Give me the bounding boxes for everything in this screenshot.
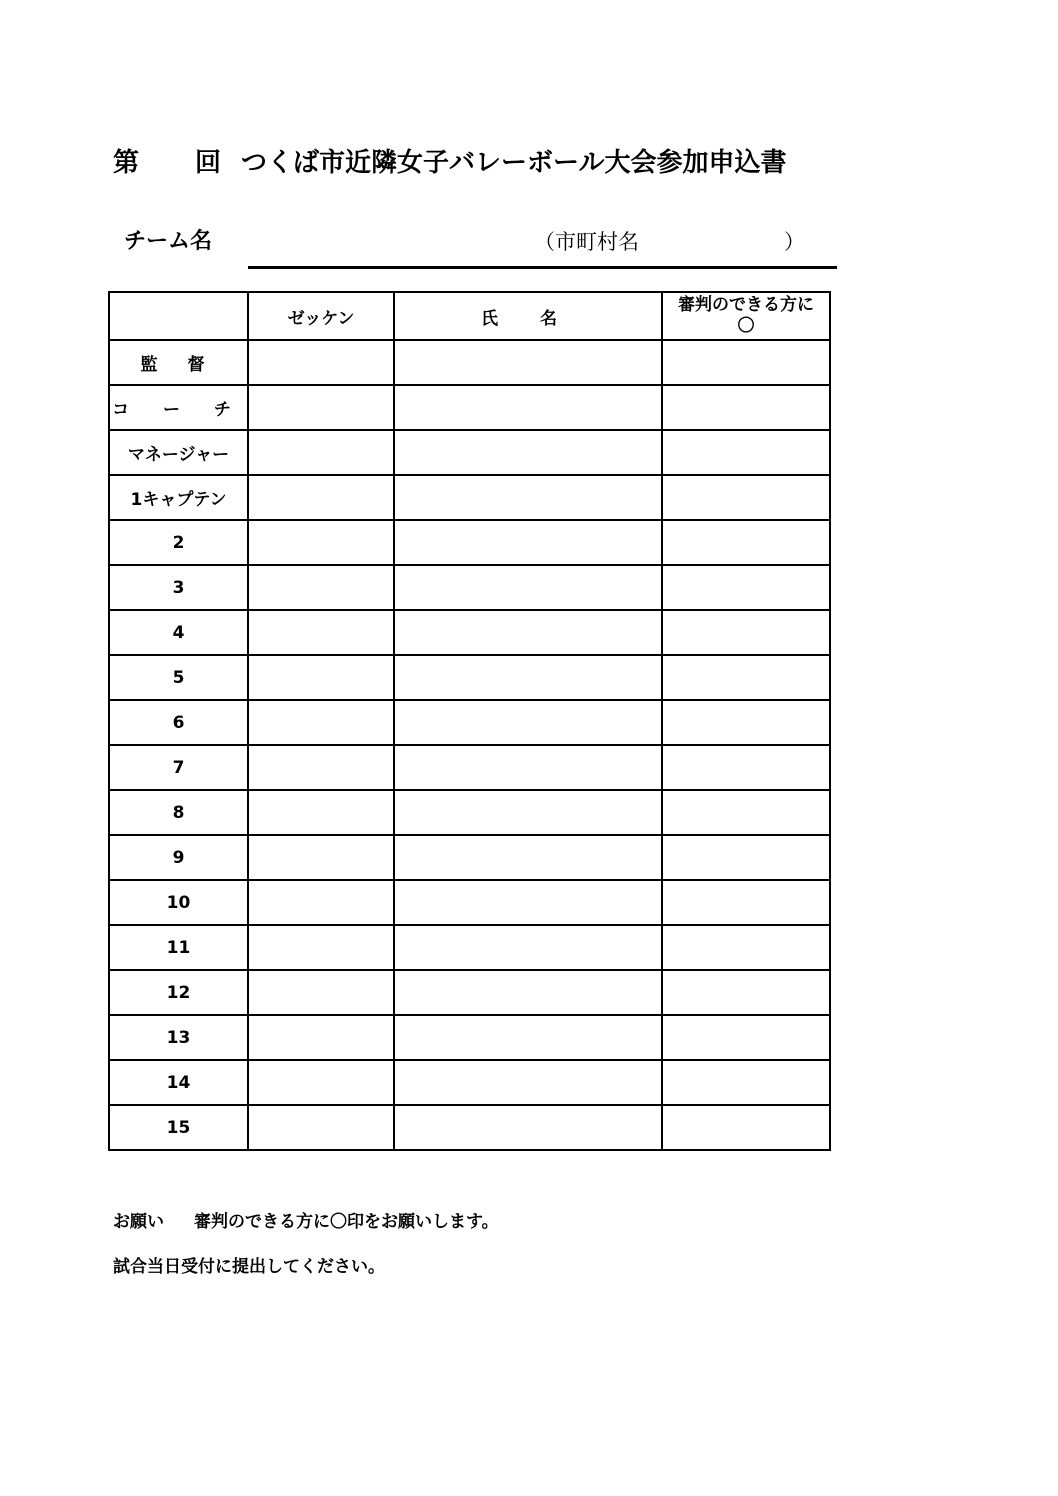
table-row (109, 520, 830, 565)
row-role-label: 1キャプテン (109, 475, 248, 520)
bib-cell[interactable] (248, 790, 394, 835)
row-role-label: 3 (109, 565, 248, 610)
header-role (109, 292, 248, 340)
row-role-label: 4 (109, 610, 248, 655)
table-row (109, 565, 830, 610)
table-row (109, 925, 830, 970)
table-row (109, 835, 830, 880)
row-role-label: 8 (109, 790, 248, 835)
referee-cell[interactable] (662, 520, 830, 565)
row-role-label: 2 (109, 520, 248, 565)
team-name-field-line[interactable] (248, 266, 837, 269)
table-row (109, 790, 830, 835)
referee-cell[interactable] (662, 880, 830, 925)
name-cell[interactable] (394, 835, 662, 880)
bib-cell[interactable] (248, 655, 394, 700)
referee-cell[interactable] (662, 610, 830, 655)
name-cell[interactable] (394, 1015, 662, 1060)
table-row (109, 1060, 830, 1105)
municipality-open: （市町村名 (534, 230, 639, 254)
note-text-2: 試合当日受付に提出してください。 (113, 1257, 385, 1277)
table-row (109, 970, 830, 1015)
referee-cell[interactable] (662, 790, 830, 835)
table-row (109, 430, 830, 475)
note-line-2 (113, 1252, 385, 1277)
name-cell[interactable] (394, 430, 662, 475)
row-role-label: 13 (109, 1015, 248, 1060)
bib-cell[interactable] (248, 1060, 394, 1105)
name-cell[interactable] (394, 925, 662, 970)
row-role-label: 11 (109, 925, 248, 970)
table-row (109, 340, 830, 385)
name-cell[interactable] (394, 1105, 662, 1150)
row-role-label: 14 (109, 1060, 248, 1105)
name-cell[interactable] (394, 880, 662, 925)
bib-cell[interactable] (248, 430, 394, 475)
bib-cell[interactable] (248, 340, 394, 385)
referee-cell[interactable] (662, 925, 830, 970)
row-role-label: 監 督 (109, 340, 248, 385)
row-role-label: 10 (109, 880, 248, 925)
roster-body (109, 340, 830, 1150)
referee-cell[interactable] (662, 970, 830, 1015)
table-row (109, 610, 830, 655)
table-row (109, 385, 830, 430)
referee-cell[interactable] (662, 475, 830, 520)
bib-cell[interactable] (248, 475, 394, 520)
referee-cell[interactable] (662, 340, 830, 385)
row-role-label: 15 (109, 1105, 248, 1150)
referee-cell[interactable] (662, 700, 830, 745)
note-label: お願い (113, 1212, 164, 1232)
name-cell[interactable] (394, 340, 662, 385)
note-text-1: 審判のできる方に〇印をお願いします。 (194, 1212, 499, 1232)
header-bib: ゼッケン (248, 292, 394, 340)
bib-cell[interactable] (248, 520, 394, 565)
header-referee (662, 292, 830, 340)
name-cell[interactable] (394, 745, 662, 790)
bib-cell[interactable] (248, 970, 394, 1015)
name-cell[interactable] (394, 790, 662, 835)
row-role-label: コ ー チ (109, 385, 248, 430)
table-row (109, 880, 830, 925)
referee-cell[interactable] (662, 745, 830, 790)
row-role-label: 7 (109, 745, 248, 790)
form-title (113, 140, 786, 180)
bib-cell[interactable] (248, 925, 394, 970)
name-cell[interactable] (394, 1060, 662, 1105)
title-dai: 第 (113, 147, 140, 178)
bib-cell[interactable] (248, 565, 394, 610)
row-role-label: 9 (109, 835, 248, 880)
referee-cell[interactable] (662, 430, 830, 475)
table-row (109, 1105, 830, 1150)
header-name: 氏 名 (394, 292, 662, 340)
team-name-label: チーム名 (124, 229, 213, 254)
bib-cell[interactable] (248, 610, 394, 655)
table-row (109, 655, 830, 700)
roster-header-row (109, 292, 830, 340)
name-cell[interactable] (394, 700, 662, 745)
bib-cell[interactable] (248, 1015, 394, 1060)
row-role-label: 12 (109, 970, 248, 1015)
name-cell[interactable] (394, 475, 662, 520)
title-main: つくば市近隣女子バレーボール大会参加申込書 (241, 147, 787, 178)
referee-cell[interactable] (662, 385, 830, 430)
bib-cell[interactable] (248, 700, 394, 745)
header-referee-line1: 審判のできる方に (678, 295, 814, 315)
table-row (109, 475, 830, 520)
referee-cell[interactable] (662, 835, 830, 880)
note-line-1 (113, 1207, 499, 1232)
name-cell[interactable] (394, 610, 662, 655)
roster-table (108, 291, 831, 1151)
header-referee-line2: 〇 (737, 316, 755, 336)
name-cell[interactable] (394, 520, 662, 565)
referee-cell[interactable] (662, 1060, 830, 1105)
bib-cell[interactable] (248, 745, 394, 790)
row-role-label: 5 (109, 655, 248, 700)
referee-cell[interactable] (662, 565, 830, 610)
bib-cell[interactable] (248, 385, 394, 430)
bib-cell[interactable] (248, 835, 394, 880)
name-cell[interactable] (394, 970, 662, 1015)
name-cell[interactable] (394, 385, 662, 430)
table-row (109, 745, 830, 790)
referee-cell[interactable] (662, 655, 830, 700)
referee-cell[interactable] (662, 1105, 830, 1150)
table-row (109, 1015, 830, 1060)
row-role-label: マネージャー (109, 430, 248, 475)
name-cell[interactable] (394, 655, 662, 700)
table-row (109, 700, 830, 745)
title-kai: 回 (195, 147, 222, 178)
referee-cell[interactable] (662, 1015, 830, 1060)
bib-cell[interactable] (248, 880, 394, 925)
municipality-close: ） (784, 230, 805, 254)
row-role-label: 6 (109, 700, 248, 745)
bib-cell[interactable] (248, 1105, 394, 1150)
municipality-label (534, 226, 805, 256)
name-cell[interactable] (394, 565, 662, 610)
